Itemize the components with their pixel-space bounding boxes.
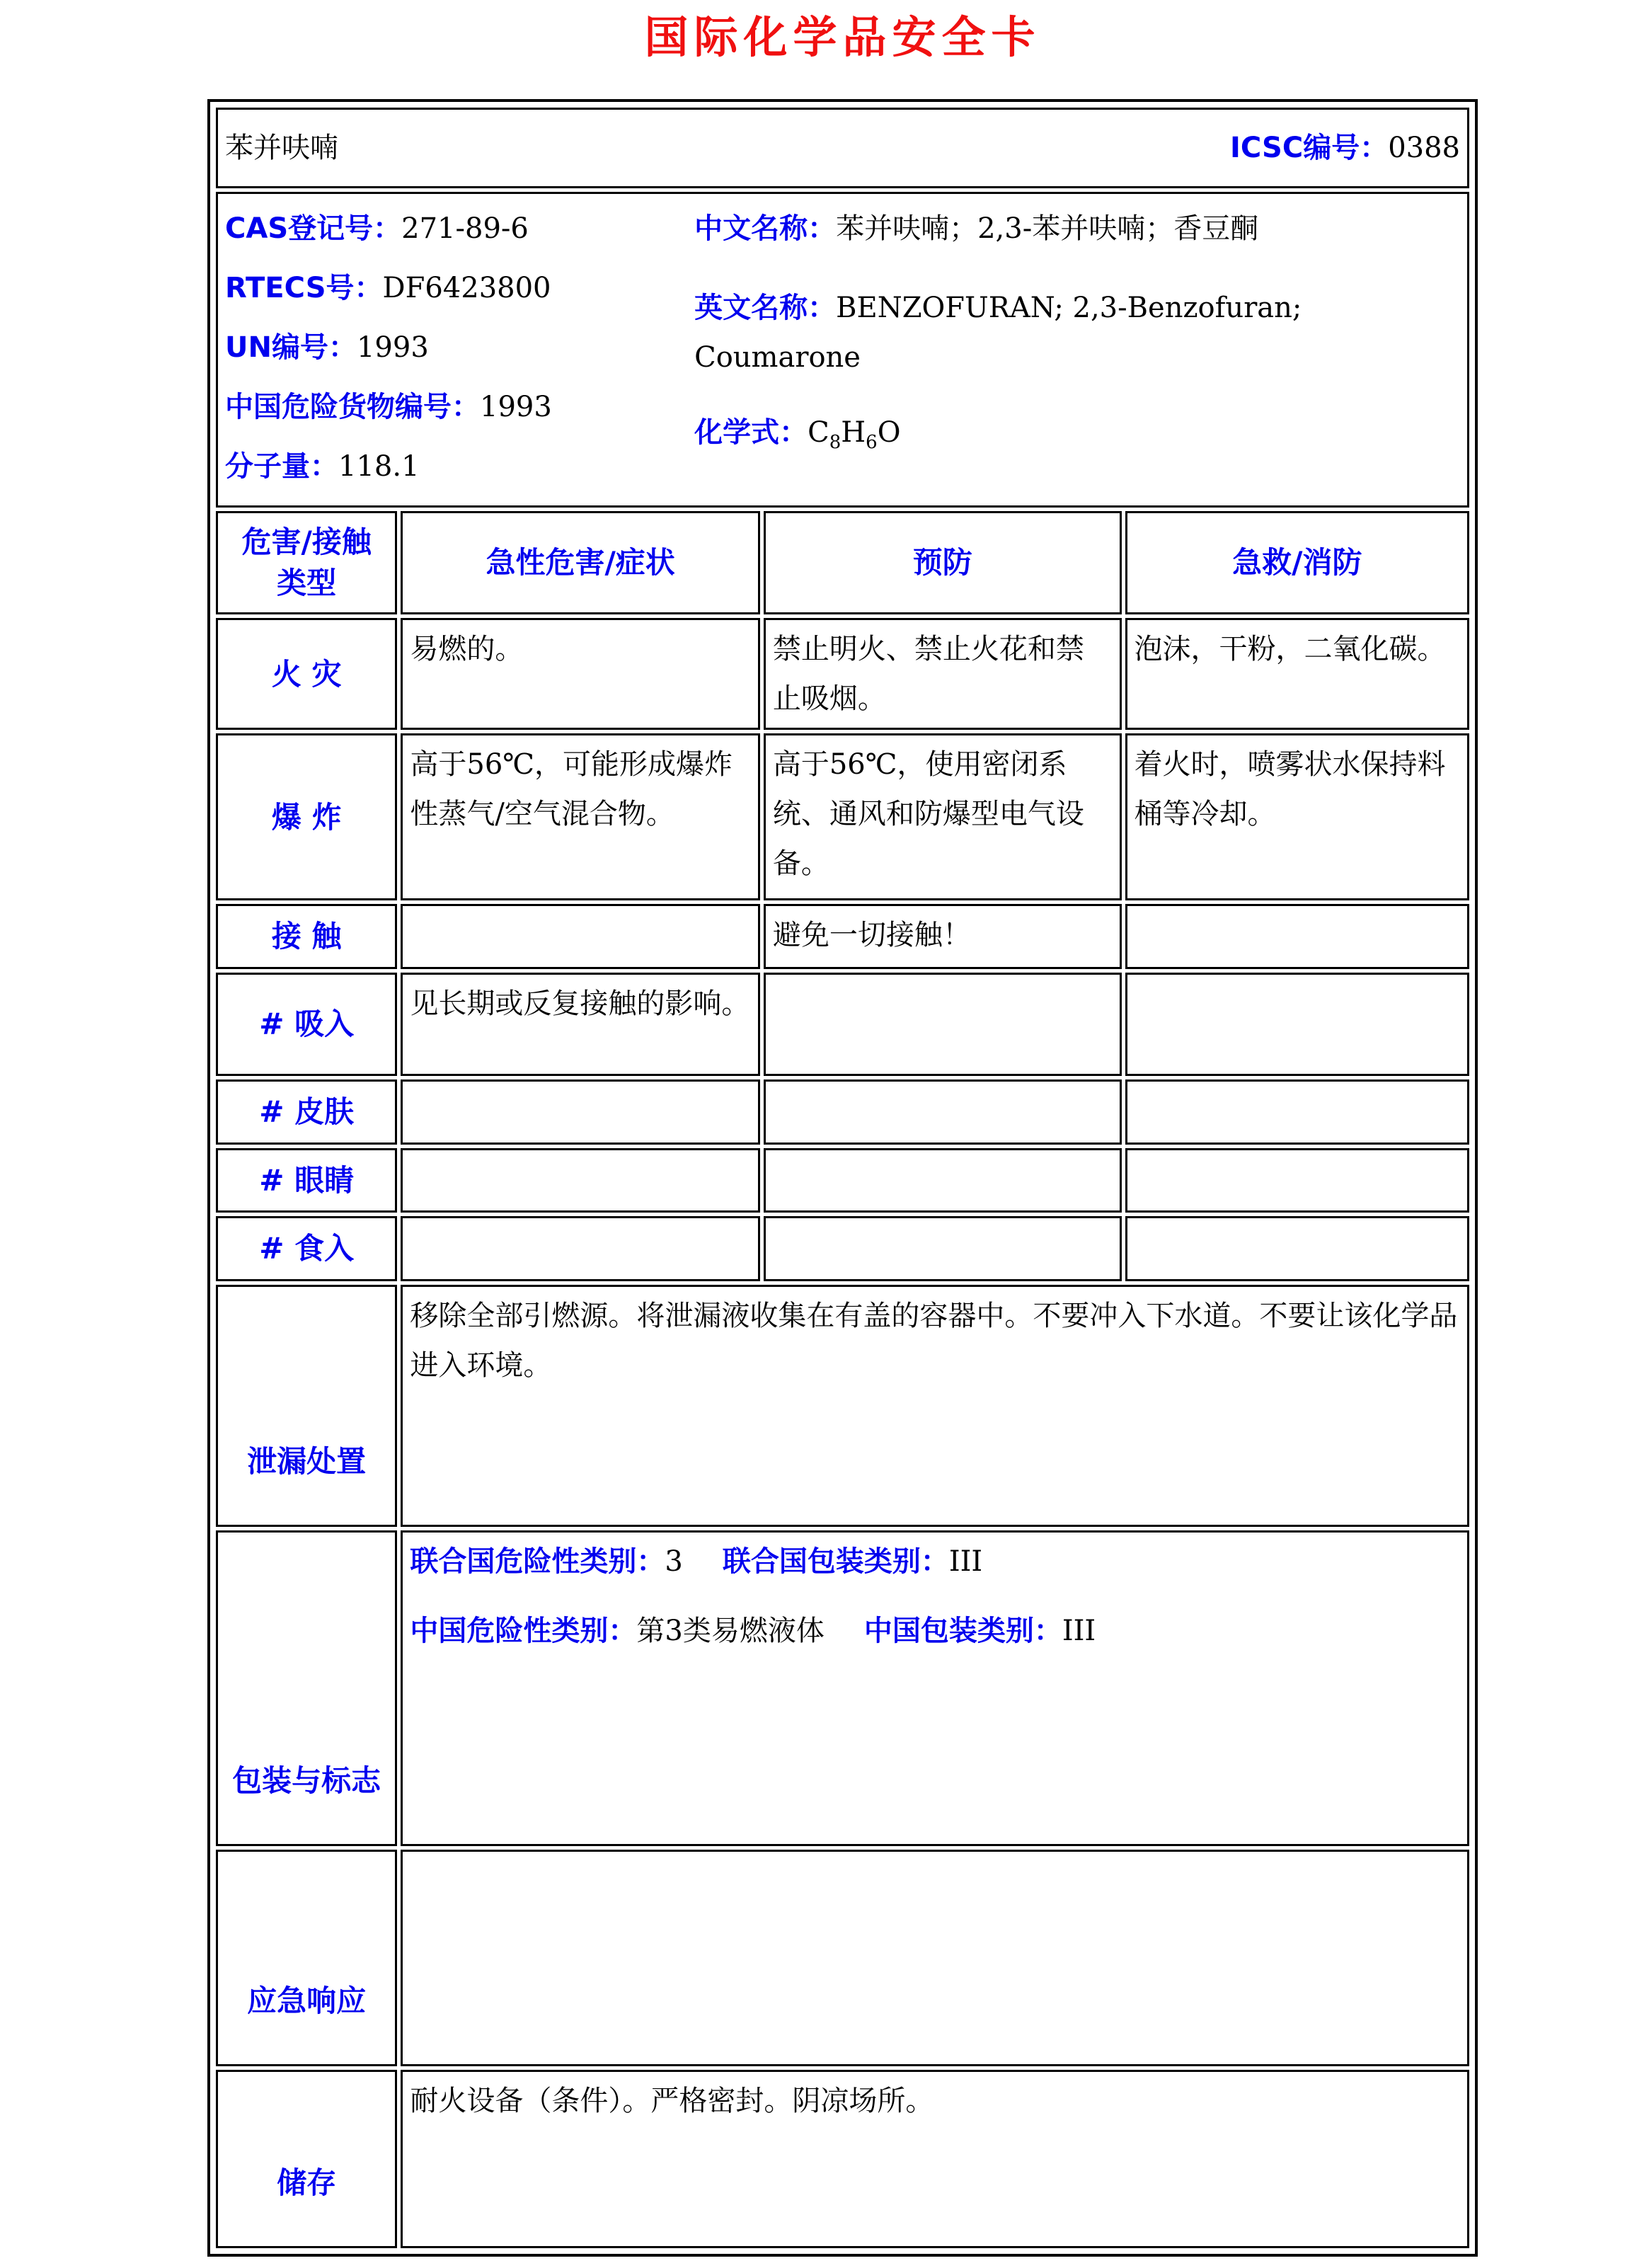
cn-packing-group-value: III xyxy=(1062,1614,1096,1647)
en-name-line xyxy=(694,283,1460,382)
hazard-row-ingestion xyxy=(216,1216,1469,1281)
cn-dg-line xyxy=(225,382,694,432)
hazard-row-fire xyxy=(216,618,1469,730)
cn-dangerous-goods-value: 1993 xyxy=(480,391,552,424)
formula-line xyxy=(694,408,1460,459)
header-prevention: 预防 xyxy=(764,511,1122,614)
section-row-spill xyxy=(216,1285,1469,1527)
identifiers-row xyxy=(216,192,1469,508)
contact-label: 接 触 xyxy=(216,904,397,969)
explosion-symptoms: 高于56℃，可能形成爆炸性蒸气/空气混合物。 xyxy=(401,733,759,900)
chemical-name: 苯并呋喃 xyxy=(225,132,338,165)
fire-firefighting: 泡沫，干粉，二氧化碳。 xyxy=(1125,618,1469,730)
packaging-un-line xyxy=(410,1537,1460,1586)
un-packing-group-value: III xyxy=(948,1545,983,1578)
page-title: 国际化学品安全卡 xyxy=(644,11,1041,63)
identifiers-right-block xyxy=(694,204,1460,501)
cn-dangerous-goods-label: 中国危险货物编号： xyxy=(225,391,480,424)
ingestion-symptoms xyxy=(401,1216,759,1281)
molecular-weight-label: 分子量： xyxy=(225,450,338,483)
un-value: 1993 xyxy=(356,331,429,365)
icsc-number-group xyxy=(1230,123,1460,173)
cn-hazard-class-value: 第3类易燃液体 xyxy=(636,1614,825,1647)
un-label: UN编号： xyxy=(225,331,357,365)
spill-content: 移除全部引燃源。将泄漏液收集在有盖的容器中。不要冲入下水道。不要让该化学品进入环境。 xyxy=(401,1285,1469,1527)
identifiers-left-block xyxy=(225,204,694,501)
explosion-firefighting: 着火时，喷雾状水保持料桶等冷却。 xyxy=(1125,733,1469,900)
skin-firefighting xyxy=(1125,1079,1469,1145)
emergency-label: 应急响应 xyxy=(216,1850,397,2066)
cn-name-value: 苯并呋喃；2,3-苯并呋喃；香豆酮 xyxy=(836,212,1259,246)
contact-symptoms xyxy=(401,904,759,969)
en-name-label: 英文名称： xyxy=(694,292,837,325)
inhalation-label: # 吸入 xyxy=(216,973,397,1076)
hazard-row-eyes xyxy=(216,1148,1469,1213)
explosion-label: 爆 炸 xyxy=(216,733,397,900)
cas-line xyxy=(225,204,694,253)
molecular-weight-value: 118.1 xyxy=(338,450,420,483)
hazard-row-inhalation xyxy=(216,973,1469,1076)
un-packing-group-label: 联合国包装类别： xyxy=(722,1545,949,1578)
rtecs-value: DF6423800 xyxy=(382,272,551,305)
icsc-table xyxy=(212,104,1473,2252)
hazard-row-explosion xyxy=(216,733,1469,900)
icsc-card xyxy=(207,99,1478,2257)
contact-prevention: 避免一切接触！ xyxy=(764,904,1122,969)
un-line xyxy=(225,323,694,372)
fire-prevention: 禁止明火、禁止火花和禁止吸烟。 xyxy=(764,618,1122,730)
header-acute-hazards: 急性危害/症状 xyxy=(401,511,759,614)
icsc-number: 0388 xyxy=(1388,132,1460,165)
inhalation-firefighting xyxy=(1125,973,1469,1076)
cn-name-line xyxy=(694,204,1460,253)
inhalation-symptoms: 见长期或反复接触的影响。 xyxy=(401,973,759,1076)
eyes-symptoms xyxy=(401,1148,759,1213)
packaging-content xyxy=(401,1530,1469,1846)
cn-packing-group-label: 中国包装类别： xyxy=(863,1614,1062,1647)
icsc-number-label: ICSC编号： xyxy=(1230,132,1389,165)
header-hazard-type: 危害/接触 类型 xyxy=(216,511,397,614)
icsc-page xyxy=(207,0,1478,2257)
eyes-label: # 眼睛 xyxy=(216,1148,397,1213)
rtecs-label: RTECS号： xyxy=(225,272,383,305)
contact-firefighting xyxy=(1125,904,1469,969)
spill-label: 泄漏处置 xyxy=(216,1285,397,1527)
formula-label: 化学式： xyxy=(694,416,808,449)
packaging-cn-line xyxy=(410,1606,1460,1656)
eyes-firefighting xyxy=(1125,1148,1469,1213)
packaging-label: 包装与标志 xyxy=(216,1530,397,1846)
explosion-prevention: 高于56℃，使用密闭系统、通风和防爆型电气设备。 xyxy=(764,733,1122,900)
storage-label: 储存 xyxy=(216,2070,397,2248)
cn-name-label: 中文名称： xyxy=(694,212,837,246)
fire-symptoms: 易燃的。 xyxy=(401,618,759,730)
storage-content: 耐火设备（条件）。严格密封。阴凉场所。 xyxy=(401,2070,1469,2248)
skin-symptoms xyxy=(401,1079,759,1145)
eyes-prevention xyxy=(764,1148,1122,1213)
cas-label: CAS登记号： xyxy=(225,212,402,246)
identifiers-cell xyxy=(216,192,1469,508)
ingestion-label: # 食入 xyxy=(216,1216,397,1281)
un-hazard-class-value: 3 xyxy=(665,1545,683,1578)
hazard-header-row xyxy=(216,511,1469,614)
rtecs-line xyxy=(225,263,694,313)
section-row-packaging xyxy=(216,1530,1469,1846)
hazard-row-skin xyxy=(216,1079,1469,1145)
fire-label: 火 灾 xyxy=(216,618,397,730)
header-firefighting: 急救/消防 xyxy=(1125,511,1469,614)
un-hazard-class-label: 联合国危险性类别： xyxy=(410,1545,665,1578)
hazard-row-contact xyxy=(216,904,1469,969)
emergency-content xyxy=(401,1850,1469,2066)
name-icsc-cell xyxy=(216,108,1469,188)
cn-hazard-class-label: 中国危险性类别： xyxy=(410,1614,637,1647)
section-row-emergency xyxy=(216,1850,1469,2066)
ingestion-firefighting xyxy=(1125,1216,1469,1281)
name-icsc-row xyxy=(216,108,1469,188)
molecular-weight-line xyxy=(225,442,694,491)
inhalation-prevention xyxy=(764,973,1122,1076)
cas-value: 271-89-6 xyxy=(401,212,529,246)
skin-label: # 皮肤 xyxy=(216,1079,397,1145)
skin-prevention xyxy=(764,1079,1122,1145)
formula-value: $C_8H_6O$ xyxy=(808,416,901,454)
ingestion-prevention xyxy=(764,1216,1122,1281)
en-name-value: BENZOFURAN; 2,3-Benzofuran; Coumarone xyxy=(694,292,1302,374)
section-row-storage xyxy=(216,2070,1469,2248)
